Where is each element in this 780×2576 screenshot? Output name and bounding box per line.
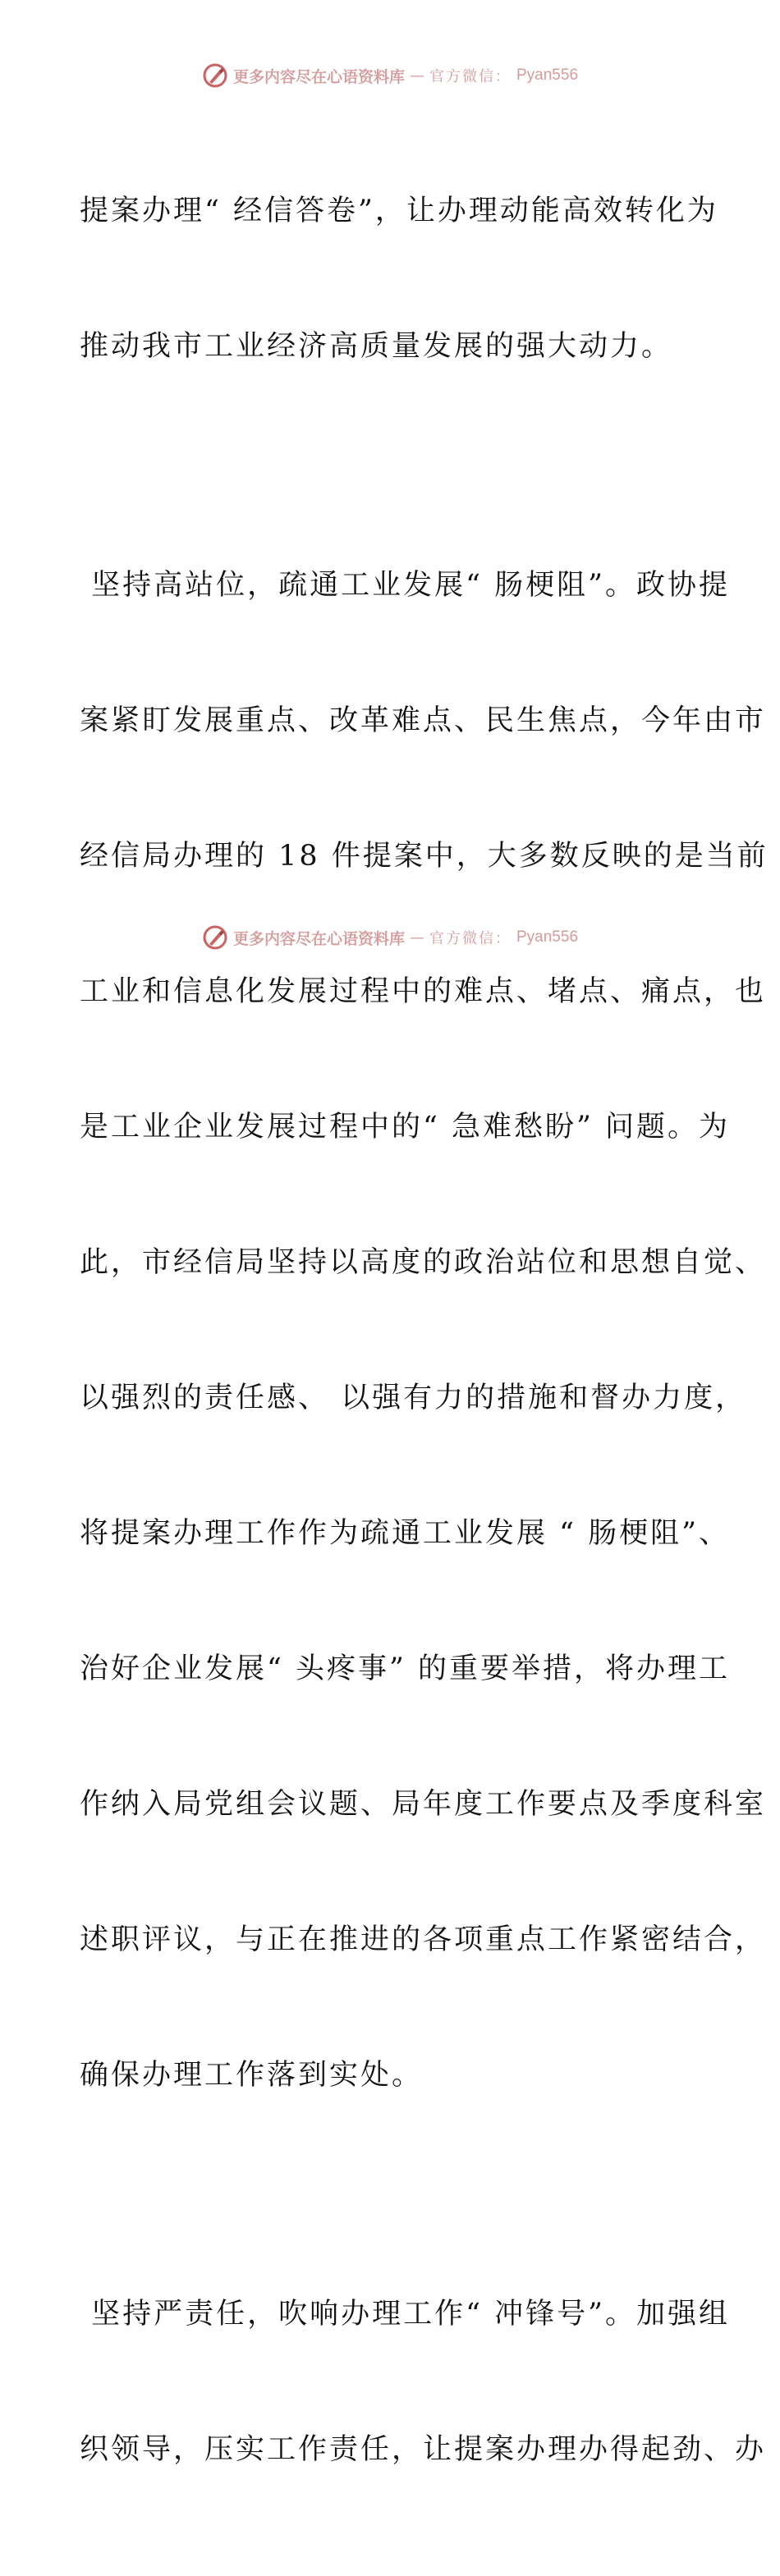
text-line: 将提案办理工作作为疏通工业发展 “ 肠梗阻”、 (80, 1517, 731, 1550)
text-line: 以强烈的责任感、 以强有力的措施和督办力度， (80, 1382, 747, 1414)
text-line: 织领导，压实工作责任，让提案办理办得起劲、办 (80, 2433, 767, 2466)
paragraph-1 (80, 99, 718, 460)
text-line: 是工业企业发展过程中的“ 急难愁盼” 问题。为 (80, 1111, 731, 1144)
watermark-wechat-label: 官方微信： (429, 930, 512, 947)
text-line: 作纳入局党组会议题、局年度工作要点及季度科室 (80, 1788, 767, 1821)
paragraph-3 (80, 2202, 767, 2563)
pen-logo-icon (202, 924, 228, 951)
watermark-brand: 更多内容尽在心语资料库 (232, 67, 405, 86)
pen-logo-icon (202, 62, 228, 89)
text-line: 坚持高站位，疏通工业发展“ 肠梗阻”。政协提 (80, 569, 731, 602)
text-line: 确保办理工作落到实处。 (80, 2059, 424, 2092)
watermark-wechat-id: Pyan556 (516, 66, 579, 84)
text-line: 案紧盯发展重点、改革难点、民生焦点，今年由市 (80, 704, 767, 737)
watermark-brand: 更多内容尽在心语资料库 (232, 929, 405, 948)
paragraph-2 (80, 473, 769, 2189)
watermark-separator: — (410, 928, 424, 947)
watermark-header (0, 59, 780, 92)
watermark-footer (0, 921, 780, 954)
watermark-wechat-id: Pyan556 (516, 928, 579, 946)
text-line: 工业和信息化发展过程中的难点、堵点、痛点，也 (80, 975, 767, 1008)
text-line: 坚持严责任，吹响办理工作“ 冲锋号”。加强组 (80, 2298, 731, 2331)
text-line: 治好企业发展“ 头疼事” 的重要举措，将办理工 (80, 1652, 731, 1685)
text-line: 此，市经信局坚持以高度的政治站位和思想自觉、 (80, 1246, 767, 1279)
text-line: 经信局办理的 18 件提案中，大多数反映的是当前 (80, 840, 769, 873)
watermark-separator: — (410, 66, 424, 85)
watermark-wechat-label: 官方微信： (429, 68, 512, 85)
text-line: 述职评议，与正在推进的各项重点工作紧密结合， (80, 1923, 767, 1956)
text-line: 提案办理“ 经信答卷”，让办理动能高效转化为 (80, 195, 718, 227)
document-body (80, 99, 769, 2576)
text-line: 推动我市工业经济高质量发展的强大动力。 (80, 330, 673, 363)
